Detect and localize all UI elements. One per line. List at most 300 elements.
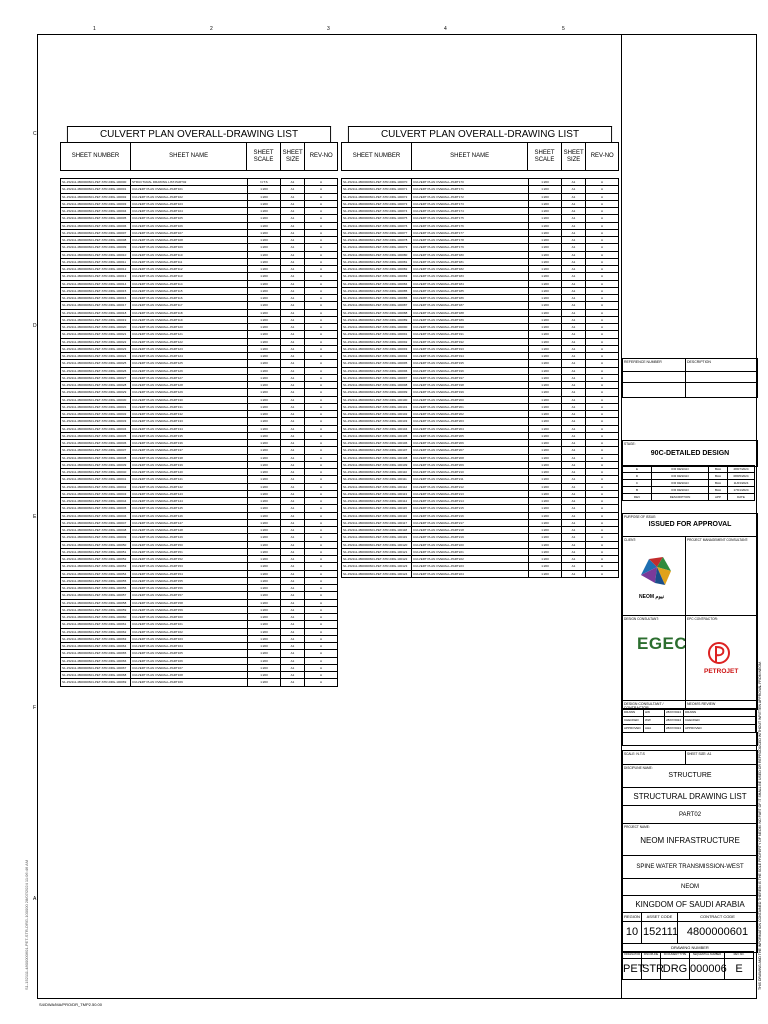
sheet-number-cell: S1-152111-4800000601-PET-STR-DRG-100104 xyxy=(342,426,412,432)
sheet-scale-cell: 1:200 xyxy=(529,433,562,439)
revision-cell: E xyxy=(622,465,652,473)
sheet-number-cell: S1-152111-4800000601-PET-STR-DRG-100024 xyxy=(61,353,131,359)
sheet-number-cell: S1-152111-4800000601-PET-STR-DRG-100035 xyxy=(61,433,131,439)
sheet-scale-cell: 1:200 xyxy=(248,679,281,685)
client-box xyxy=(622,536,686,616)
sheet-scale-cell: 1:200 xyxy=(529,295,562,301)
sheet-number-cell: S1-152111-4800000601-PET-STR-DRG-100053 xyxy=(61,563,131,569)
drawing-number-cell: STR xyxy=(641,958,661,980)
rev-no-cell: A xyxy=(319,346,322,351)
sheet-scale-cell: 1:200 xyxy=(248,426,281,432)
sheet-number-cell: S1-152111-4800000601-PET-STR-DRG-100001 xyxy=(61,186,131,192)
table-row xyxy=(61,404,337,411)
table-row xyxy=(61,563,337,570)
rev-no-cell: A xyxy=(319,238,322,242)
rev-no-cell: A xyxy=(600,180,603,184)
project-line-4: KINGDOM OF SAUDI ARABIA xyxy=(622,895,758,913)
sheet-size-cell: A1 xyxy=(281,339,305,345)
sheet-name-cell: CULVERT PLAN OVERALL-PART162 xyxy=(131,629,248,635)
sheet-scale-cell: 1:200 xyxy=(248,433,281,439)
rev-no-cell: A xyxy=(319,368,322,373)
sheet-size-cell: A1 xyxy=(562,360,586,366)
table-row xyxy=(342,476,618,483)
revision-header-row xyxy=(622,494,758,501)
drawing-list-1 xyxy=(60,126,338,687)
sheet-number-cell: S1-152111-4800000601-PET-STR-DRG-100109 xyxy=(342,462,412,468)
table-row xyxy=(61,600,337,607)
sheet-size-cell: A1 xyxy=(281,629,305,635)
sheet-size-cell: A1 xyxy=(281,266,305,272)
sheet-size-cell: A1 xyxy=(281,215,305,221)
sheet-scale-cell: 1:200 xyxy=(529,339,562,345)
sheet-size-cell: A1 xyxy=(281,397,305,403)
sheet-number-cell: S1-152111-4800000601-PET-STR-DRG-100058 xyxy=(61,600,131,606)
rev-no-cell: A xyxy=(600,238,603,242)
table-row xyxy=(342,527,618,534)
sheet-number-cell: S1-152111-4800000601-PET-STR-DRG-100100 xyxy=(342,397,412,403)
sheet-number-cell: S1-152111-4800000601-PET-STR-DRG-100090 xyxy=(342,324,412,330)
sheet-number-cell: S1-152111-4800000601-PET-STR-DRG-100106 xyxy=(342,440,412,446)
sign-cell: 28/07/2024 xyxy=(664,708,684,717)
sheet-scale-cell: 1:200 xyxy=(248,317,281,323)
sheet-name-cell: CULVERT PLAN OVERALL-PART179 xyxy=(412,244,529,250)
rev-no-cell: A xyxy=(319,665,322,670)
table-row xyxy=(342,215,618,222)
sheet-scale-cell: 1:200 xyxy=(529,230,562,236)
table-row xyxy=(61,513,337,520)
sign-cell: HW xyxy=(643,708,665,717)
sheet-number-cell: S1-152111-4800000601-PET-STR-DRG-100017 xyxy=(61,302,131,308)
sheet-number-cell: S1-152111-4800000601-PET-STR-DRG-100075 xyxy=(342,215,412,221)
table-row xyxy=(61,186,337,193)
sheet-size-cell: A1 xyxy=(281,252,305,258)
sheet-number-cell: S1-152111-4800000601-PET-STR-DRG-100040 xyxy=(61,469,131,475)
sheet-number-cell: S1-152111-4800000601-PET-STR-DRG-100056 xyxy=(61,585,131,591)
reference-number-label: REFERENCE NUMBER xyxy=(622,358,686,372)
table-row xyxy=(342,440,618,447)
sheet-scale-cell: 1:200 xyxy=(248,592,281,598)
rev-no-cell: A xyxy=(319,375,322,380)
sheet-scale-cell: 1:200 xyxy=(529,491,562,497)
sheet-name-cell: CULVERT PLAN OVERALL-PART197 xyxy=(412,375,529,381)
sign-cell: DRAWN xyxy=(683,708,756,717)
rev-no-cell: A xyxy=(600,267,603,271)
sheet-number-cell: S1-152111-4800000601-PET-STR-DRG-100068 xyxy=(61,672,131,678)
sheet-size-cell: A1 xyxy=(562,302,586,308)
sheet-name-cell: CULVERT PLAN OVERALL-PART109 xyxy=(131,244,248,250)
table-row xyxy=(342,534,618,541)
sheet-number-cell: S1-152111-4800000601-PET-STR-DRG-100062 xyxy=(61,629,131,635)
table-row xyxy=(61,281,337,288)
sheet-size-cell: A1 xyxy=(562,418,586,424)
table-row xyxy=(61,440,337,447)
table-row xyxy=(61,679,337,686)
sheet-name-cell: CULVERT PLAN OVERALL-PART219 xyxy=(412,534,529,540)
sheet-scale-cell: 1:200 xyxy=(529,563,562,569)
sheet-name-cell: CULVERT PLAN OVERALL-PART151 xyxy=(131,549,248,555)
sheet-name-cell: CULVERT PLAN OVERALL-PART217 xyxy=(412,520,529,526)
sheet-size-cell: A1 xyxy=(281,607,305,613)
rev-no-cell: A xyxy=(319,484,322,489)
sheet-scale-cell: 1:200 xyxy=(248,310,281,316)
sheet-size-cell: A1 xyxy=(562,288,586,294)
table-row xyxy=(342,194,618,201)
sheet-name-cell: CULVERT PLAN OVERALL-PART156 xyxy=(131,585,248,591)
sheet-number-cell: S1-152111-4800000601-PET-STR-DRG-100054 xyxy=(61,571,131,577)
sheet-number-cell: S1-152111-4800000601-PET-STR-DRG-100088 xyxy=(342,310,412,316)
sheet-size-cell: A1 xyxy=(281,433,305,439)
sheet-number-cell: S1-152111-4800000601-PET-STR-DRG-100118 xyxy=(342,527,412,533)
rev-no-cell: A xyxy=(600,245,603,250)
sheet-scale-cell: 1:200 xyxy=(529,513,562,519)
sheet-scale-cell: 1:200 xyxy=(248,281,281,287)
sheet-name-cell: CULVERT PLAN OVERALL-PART195 xyxy=(412,360,529,366)
table-row xyxy=(61,520,337,527)
sheet-scale-cell: 1:200 xyxy=(529,484,562,490)
sheet-scale-cell: 1:200 xyxy=(248,614,281,620)
sheet-name-cell: CULVERT PLAN OVERALL-PART134 xyxy=(131,426,248,432)
table-row xyxy=(61,317,337,324)
sheet-name-cell: CULVERT PLAN OVERALL-PART183 xyxy=(412,273,529,279)
purpose-value: ISSUED FOR APPROVAL xyxy=(648,521,732,528)
sheet-name-cell: CULVERT PLAN OVERALL-PART133 xyxy=(131,418,248,424)
rev-no-cell: A xyxy=(319,470,322,474)
sheet-size-cell: A1 xyxy=(562,259,586,265)
rev-no-cell: A xyxy=(319,412,322,416)
sheet-scale-cell: 1:200 xyxy=(529,571,562,577)
sheet-name-cell: CULVERT PLAN OVERALL-PART175 xyxy=(412,215,529,221)
sheet-name-cell: CULVERT PLAN OVERALL-PART146 xyxy=(131,513,248,519)
sheet-scale-cell: 1:200 xyxy=(529,527,562,533)
rev-no-cell: A xyxy=(600,470,603,474)
table-row xyxy=(61,556,337,563)
sheet-size-cell: A1 xyxy=(281,636,305,642)
sheet-size-cell: A1 xyxy=(281,179,305,185)
sheet-size-cell: A1 xyxy=(562,281,586,287)
sheet-size-cell: A1 xyxy=(562,266,586,272)
table-row xyxy=(342,353,618,360)
sheet-number-cell: S1-152111-4800000601-PET-STR-DRG-100105 xyxy=(342,433,412,439)
table-row xyxy=(342,520,618,527)
sheet-size-cell: A1 xyxy=(562,498,586,504)
table-row xyxy=(342,259,618,266)
sheet-name-cell: CULVERT PLAN OVERALL-PART124 xyxy=(131,353,248,359)
sheet-number-cell: S1-152111-4800000601-PET-STR-DRG-100013 xyxy=(61,273,131,279)
contract-code-label: CONTRACT CODE xyxy=(677,912,758,922)
sheet-number-cell: S1-152111-4800000601-PET-STR-DRG-100019 xyxy=(61,317,131,323)
table-row xyxy=(61,505,337,512)
sheet-scale-cell: 1:200 xyxy=(529,505,562,511)
sheet-size-cell: A1 xyxy=(281,418,305,424)
table-row xyxy=(342,201,618,208)
sheet-scale-cell: 1:200 xyxy=(248,324,281,330)
revision-cell: DATE xyxy=(727,493,755,501)
sheet-size-cell: A1 xyxy=(281,194,305,200)
sheet-scale-cell: 1:200 xyxy=(248,389,281,395)
table-row xyxy=(342,498,618,505)
table-row xyxy=(61,643,337,650)
rev-no-cell: A xyxy=(600,303,603,308)
sheet-name-cell: CULVERT PLAN OVERALL-PART128 xyxy=(131,382,248,388)
rev-no-cell: A xyxy=(600,209,603,213)
sheet-size-cell: A1 xyxy=(562,491,586,497)
sheet-size-cell: A1 xyxy=(562,201,586,207)
sheet-number-cell: S1-152111-4800000601-PET-STR-DRG-100023 xyxy=(61,346,131,352)
sheet-number-cell: S1-152111-4800000601-PET-STR-DRG-100083 xyxy=(342,273,412,279)
sheet-scale-cell: 1:200 xyxy=(529,382,562,388)
sheet-scale-cell: 1:200 xyxy=(529,259,562,265)
rev-no-cell: A xyxy=(319,513,322,518)
sheet-size-cell: A1 xyxy=(562,469,586,475)
sheet-number-cell: S1-152111-4800000601-PET-STR-DRG-100015 xyxy=(61,288,131,294)
sheet-number-cell: S1-152111-4800000601-PET-STR-DRG-100071 xyxy=(342,186,412,192)
table-row xyxy=(61,179,337,186)
sheet-name-cell: CULVERT PLAN OVERALL-PART145 xyxy=(131,505,248,511)
table-row xyxy=(342,324,618,331)
rev-no-cell: A xyxy=(319,448,322,453)
table-row xyxy=(61,215,337,222)
sheet-size-cell: A1 xyxy=(281,346,305,352)
sheet-scale-cell: 1:200 xyxy=(529,237,562,243)
sheet-size-cell: A1 xyxy=(562,382,586,388)
sheet-size-cell: A1 xyxy=(562,331,586,337)
rev-no-cell: A xyxy=(319,383,322,387)
rev-no-cell: A xyxy=(319,673,322,677)
table-row xyxy=(61,447,337,454)
table-row xyxy=(61,469,337,476)
table-row xyxy=(61,397,337,404)
sheet-size-cell: A1 xyxy=(562,513,586,519)
sheet-name-cell: CULVERT PLAN OVERALL-PART121 xyxy=(131,331,248,337)
rev-no-cell: A xyxy=(600,404,603,409)
rev-no-cell: A xyxy=(600,571,603,576)
sheet-scale-cell: 1:200 xyxy=(529,542,562,548)
drawing-number-cell: ORIGINATOR xyxy=(622,951,642,959)
sheet-scale-cell: 1:200 xyxy=(529,201,562,207)
drawing-number-cell: DOCUMENT TYPE xyxy=(660,951,690,959)
sheet-scale-cell: 1:200 xyxy=(248,252,281,258)
region-label: REGION xyxy=(622,912,642,922)
sheet-scale-cell: 1:200 xyxy=(248,331,281,337)
sheet-number-cell: S1-152111-4800000601-PET-STR-DRG-100049 xyxy=(61,534,131,540)
sheet-size-cell: A1 xyxy=(281,491,305,497)
sheet-number-cell: S1-152111-4800000601-PET-STR-DRG-100009 xyxy=(61,244,131,250)
sheet-number-cell: S1-152111-4800000601-PET-STR-DRG-100122 xyxy=(342,556,412,562)
sheet-number-cell: S1-152111-4800000601-PET-STR-DRG-100042 xyxy=(61,484,131,490)
sheet-size-cell: A1 xyxy=(562,273,586,279)
sheet-number-cell: S1-152111-4800000601-PET-STR-DRG-100034 xyxy=(61,426,131,432)
sheet-name-cell: CULVERT PLAN OVERALL-PART136 xyxy=(131,440,248,446)
sheet-size-cell: A1 xyxy=(281,469,305,475)
col-sheet-size: SHEET SIZE xyxy=(281,143,306,170)
table-row xyxy=(342,310,618,317)
sheet-size-cell: A1 xyxy=(562,346,586,352)
sheet-size-cell: A1 xyxy=(281,411,305,417)
sheet-scale-cell: 1:200 xyxy=(529,476,562,482)
table-row xyxy=(342,223,618,230)
sheet-number-cell: S1-152111-4800000601-PET-STR-DRG-100114 xyxy=(342,498,412,504)
sign-cell: CHECKED xyxy=(622,716,644,725)
project-name: NEOM INFRASTRUCTURE xyxy=(640,836,740,845)
sheet-size-cell: A1 xyxy=(281,658,305,664)
sign-cell: APPROVED xyxy=(622,724,644,733)
sheet-number-cell: S1-152111-4800000601-PET-STR-DRG-100107 xyxy=(342,447,412,453)
sheet-number-cell: S1-152111-4800000601-PET-STR-DRG-100000 xyxy=(61,179,131,185)
table-row xyxy=(342,368,618,375)
table-row xyxy=(61,353,337,360)
rev-no-cell: A xyxy=(319,593,322,598)
table-row xyxy=(342,389,618,396)
sheet-size-cell: A1 xyxy=(281,672,305,678)
sheet-number-cell: S1-152111-4800000601-PET-STR-DRG-100050 xyxy=(61,542,131,548)
sheet-number-cell: S1-152111-4800000601-PET-STR-DRG-100113 xyxy=(342,491,412,497)
table-row xyxy=(61,382,337,389)
sheet-scale-cell: 1:200 xyxy=(248,244,281,250)
rev-no-cell: A xyxy=(319,252,322,257)
purpose-label: PURPOSE OF ISSUE: xyxy=(624,515,657,519)
rev-no-cell: A xyxy=(600,520,603,525)
sheet-name-cell: CULVERT PLAN OVERALL-PART138 xyxy=(131,455,248,461)
rev-no-cell: A xyxy=(600,354,603,358)
table-row xyxy=(61,621,337,628)
sheet-name-cell: CULVERT PLAN OVERALL-PART155 xyxy=(131,578,248,584)
sheet-name-cell: CULVERT PLAN OVERALL-PART113 xyxy=(131,273,248,279)
table-row xyxy=(61,629,337,636)
sheet-name-cell: CULVERT PLAN OVERALL-PART190 xyxy=(412,324,529,330)
sheet-number-cell: S1-152111-4800000601-PET-STR-DRG-100002 xyxy=(61,194,131,200)
rev-no-cell: A xyxy=(319,441,322,445)
sheet-number-cell: S1-152111-4800000601-PET-STR-DRG-100082 xyxy=(342,266,412,272)
table-row xyxy=(342,491,618,498)
sheet-name-cell: CULVERT PLAN OVERALL-PART143 xyxy=(131,491,248,497)
table-row xyxy=(61,259,337,266)
table-row xyxy=(61,549,337,556)
discipline-value: STRUCTURE xyxy=(668,772,712,779)
sheet-scale-cell: 1:200 xyxy=(248,650,281,656)
sheet-scale-cell: 1:200 xyxy=(529,368,562,374)
sheet-name-cell: CULVERT PLAN OVERALL-PART178 xyxy=(412,237,529,243)
sheet-name-cell: CULVERT PLAN OVERALL-PART111 xyxy=(131,259,248,265)
sheet-number-cell: S1-152111-4800000601-PET-STR-DRG-100046 xyxy=(61,513,131,519)
sheet-scale-cell: 1:200 xyxy=(529,440,562,446)
sheet-name-cell: CULVERT PLAN OVERALL-PART117 xyxy=(131,302,248,308)
client-label: CLIENT: xyxy=(624,538,636,542)
sheet-size-cell: A1 xyxy=(281,505,305,511)
rev-no-cell: A xyxy=(319,578,322,583)
neom-logo-icon xyxy=(635,553,675,589)
sheet-size-cell: A1 xyxy=(562,244,586,250)
sheet-size-cell: A1 xyxy=(281,520,305,526)
rev-no-cell: A xyxy=(600,259,603,264)
table-row xyxy=(342,266,618,273)
drawing-number-label: DRAWING NUMBER xyxy=(622,943,758,953)
sheet-number-cell: S1-152111-4800000601-PET-STR-DRG-100005 xyxy=(61,215,131,221)
sheet-number-cell: S1-152111-4800000601-PET-STR-DRG-100066 xyxy=(61,658,131,664)
sheet-name-cell: CULVERT PLAN OVERALL-PART110 xyxy=(131,252,248,258)
sheet-size-cell: A1 xyxy=(281,600,305,606)
rev-no-cell: A xyxy=(319,404,322,409)
sheet-number-cell: S1-152111-4800000601-PET-STR-DRG-100069 xyxy=(61,679,131,685)
rev-no-cell: A xyxy=(600,361,603,366)
revision-cell: DESCRIPTION xyxy=(651,493,709,501)
sign-cell: WW xyxy=(643,716,665,725)
sheet-name-cell: CULVERT PLAN OVERALL-PART216 xyxy=(412,513,529,519)
table-row xyxy=(342,433,618,440)
sheet-number-cell: S1-152111-4800000601-PET-STR-DRG-100085 xyxy=(342,288,412,294)
sheet-number-cell: S1-152111-4800000601-PET-STR-DRG-100027 xyxy=(61,375,131,381)
sheet-number-cell: S1-152111-4800000601-PET-STR-DRG-100120 xyxy=(342,542,412,548)
sheet-size-cell: A1 xyxy=(281,614,305,620)
sheet-scale-cell: 1:200 xyxy=(529,324,562,330)
sheet-scale-cell: 1:200 xyxy=(529,534,562,540)
sheet-size-cell: A1 xyxy=(562,411,586,417)
sheet-scale-cell: 1:200 xyxy=(529,331,562,337)
sheet-size-cell: A1 xyxy=(562,215,586,221)
sheet-name-cell: CULVERT PLAN OVERALL-PART196 xyxy=(412,368,529,374)
stage-box xyxy=(622,440,758,467)
rev-no-cell: A xyxy=(600,506,603,511)
rev-no-cell: A xyxy=(319,571,322,576)
sheet-name-cell: CULVERT PLAN OVERALL-PART221 xyxy=(412,549,529,555)
sheet-size-cell: A1 xyxy=(281,331,305,337)
sheet-scale-cell: 1:200 xyxy=(248,368,281,374)
rev-no-cell: A xyxy=(319,455,322,460)
table-row xyxy=(342,252,618,259)
table-row xyxy=(342,360,618,367)
sheet-size-cell: A1 xyxy=(562,310,586,316)
sheet-scale-cell: 1:200 xyxy=(248,194,281,200)
rev-no-cell: A xyxy=(319,259,322,264)
rev-no-cell: A xyxy=(319,317,322,322)
sheet-scale-cell: 1:200 xyxy=(248,621,281,627)
revision-cell: 28/07/2024 xyxy=(727,465,755,473)
table-row xyxy=(61,223,337,230)
sheet-number-cell: S1-152111-4800000601-PET-STR-DRG-100101 xyxy=(342,404,412,410)
table-row xyxy=(342,295,618,302)
rev-no-cell: A xyxy=(319,433,322,438)
sheet-scale-cell: 1:200 xyxy=(248,476,281,482)
table-row xyxy=(61,491,337,498)
rev-no-cell: A xyxy=(600,346,603,351)
rev-no-cell: A xyxy=(319,491,322,496)
sheet-name-cell: CULVERT PLAN OVERALL-PART210 xyxy=(412,469,529,475)
sheet-number-cell: S1-152111-4800000601-PET-STR-DRG-100037 xyxy=(61,447,131,453)
sheet-name-cell: CULVERT PLAN OVERALL-PART213 xyxy=(412,491,529,497)
grid-col-1: 1 xyxy=(93,26,96,32)
sheet-number-cell: S1-152111-4800000601-PET-STR-DRG-100089 xyxy=(342,317,412,323)
sheet-scale-cell: 1:200 xyxy=(529,556,562,562)
sheet-name-cell: CULVERT PLAN OVERALL-PART135 xyxy=(131,433,248,439)
table-row xyxy=(61,527,337,534)
design-consultant-label: DESIGN CONSULTANT: xyxy=(624,617,659,621)
sheet-size-cell: A1 xyxy=(281,665,305,671)
sheet-number-cell: S1-152111-4800000601-PET-STR-DRG-100096 xyxy=(342,368,412,374)
sheet-number-cell: S1-152111-4800000601-PET-STR-DRG-100108 xyxy=(342,455,412,461)
table-row xyxy=(61,498,337,505)
rev-no-cell: A xyxy=(319,506,322,511)
rev-no-cell: A xyxy=(319,274,322,279)
asset-code-value: 152111 xyxy=(641,921,678,944)
rev-no-cell: A xyxy=(319,535,322,540)
sheet-number-cell: S1-152111-4800000601-PET-STR-DRG-100064 xyxy=(61,643,131,649)
sheet-number-cell: S1-152111-4800000601-PET-STR-DRG-100032 xyxy=(61,411,131,417)
table-row xyxy=(61,614,337,621)
table-row xyxy=(61,237,337,244)
sheet-scale-cell: 1:200 xyxy=(248,295,281,301)
table-row xyxy=(61,476,337,483)
grid-col-5: 5 xyxy=(562,26,565,32)
sheet-scale-cell: 1:200 xyxy=(529,223,562,229)
